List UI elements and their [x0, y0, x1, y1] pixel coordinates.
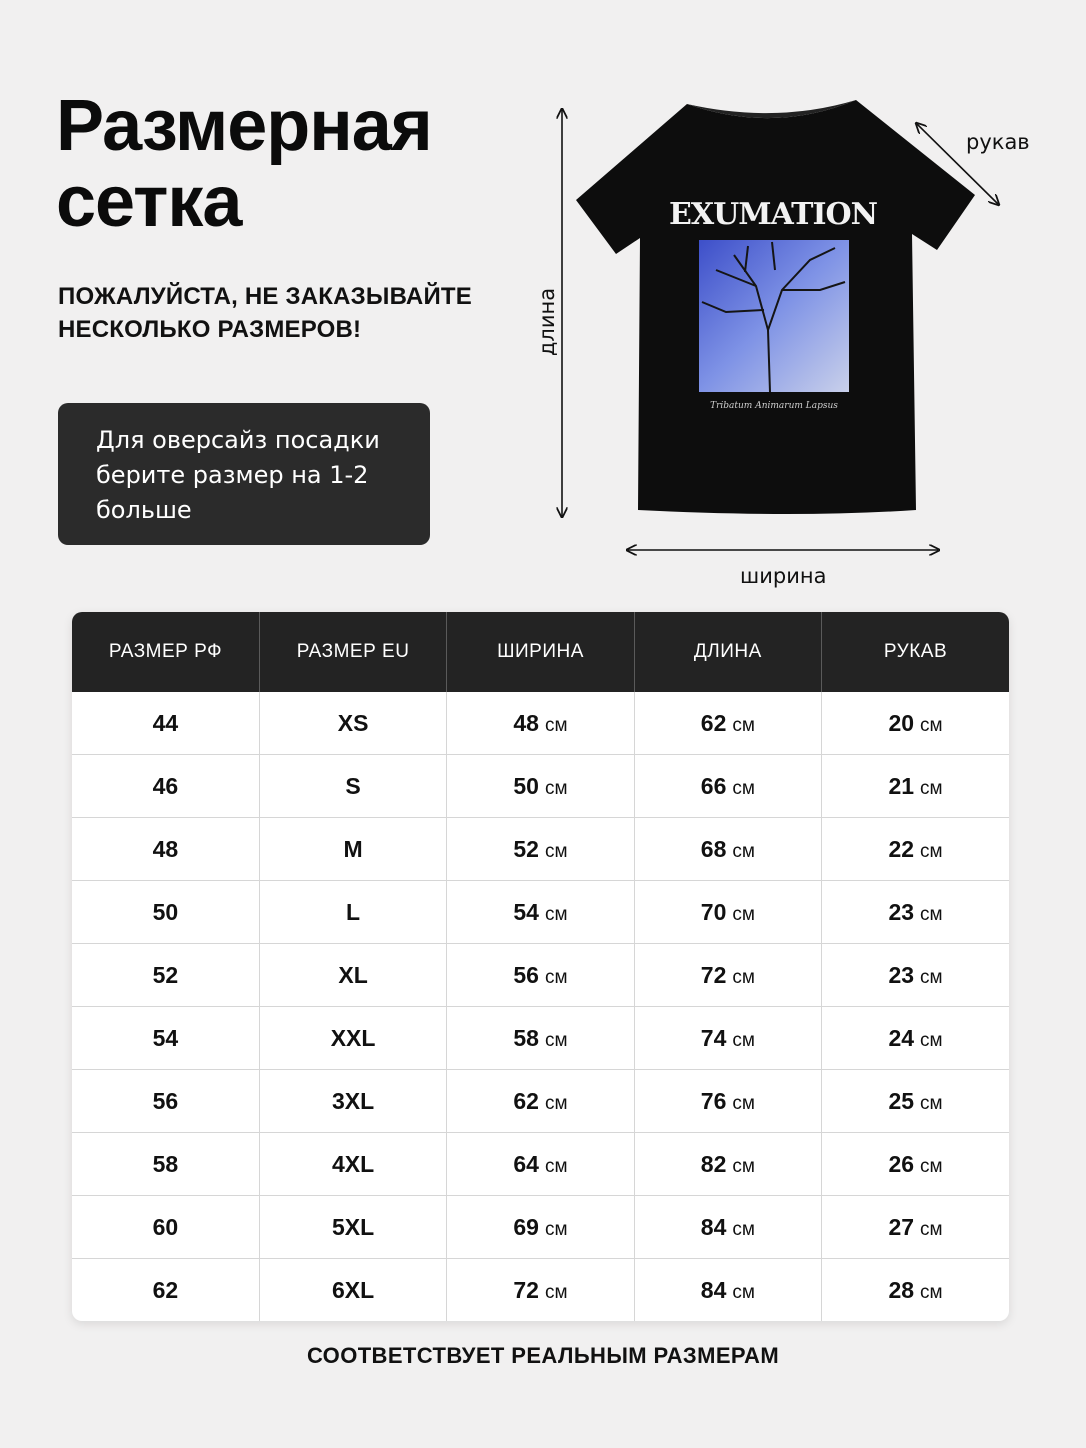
width-label: ширина	[740, 564, 827, 588]
cell-unit: см	[544, 840, 568, 862]
cell-value: 70	[700, 898, 727, 925]
cell-value: 27	[888, 1213, 915, 1240]
table-row	[72, 944, 1009, 1007]
cell-size-ru	[72, 944, 259, 1007]
cell-value: 74	[700, 1024, 727, 1051]
cell-value: 54	[513, 898, 539, 925]
cell-length	[634, 1196, 821, 1259]
cell-size-eu	[259, 818, 446, 881]
cell-value: 22	[888, 835, 915, 862]
cell-value: 5XL	[331, 1213, 375, 1240]
cell-length	[634, 1133, 821, 1196]
cell-size-ru	[72, 692, 259, 755]
cell-unit: см	[732, 1155, 755, 1177]
cell-value: 60	[152, 1213, 179, 1240]
cell-value: XXL	[330, 1024, 376, 1051]
table-row	[72, 1196, 1009, 1259]
cell-width	[447, 692, 634, 755]
cell-value: 48	[513, 709, 539, 736]
tshirt-diagram	[520, 90, 1060, 600]
cell-size-ru	[72, 1070, 259, 1133]
cell-value: 20	[888, 709, 915, 736]
cell-unit: см	[920, 714, 943, 736]
cell-value: 69	[513, 1213, 539, 1240]
cell-value: 72	[700, 961, 727, 988]
cell-unit: см	[732, 966, 755, 988]
cell-unit: см	[544, 714, 568, 736]
cell-width	[447, 1133, 634, 1196]
header-size-eu: РАЗМЕР EU	[259, 612, 446, 692]
header-length: ДЛИНА	[634, 612, 821, 692]
cell-unit: см	[920, 1281, 943, 1303]
cell-unit: см	[920, 1029, 943, 1051]
cell-value: 62	[700, 709, 727, 736]
page-title: Размерная сетка	[56, 86, 432, 242]
cell-unit: см	[920, 840, 943, 862]
cell-length	[634, 1070, 821, 1133]
cell-width	[447, 818, 634, 881]
header-width: ШИРИНА	[447, 612, 634, 692]
print-logo: EXUMATION	[668, 197, 878, 232]
cell-width	[447, 881, 634, 944]
cell-sleeve	[822, 1196, 1009, 1259]
cell-value: 66	[700, 772, 727, 799]
cell-size-ru	[72, 818, 259, 881]
cell-unit: см	[920, 1092, 943, 1114]
cell-value: S	[345, 772, 361, 799]
cell-value: 21	[888, 772, 915, 799]
cell-unit: см	[544, 1281, 568, 1303]
cell-value: 3XL	[331, 1087, 375, 1114]
cell-length	[634, 692, 821, 755]
cell-value: 54	[152, 1024, 179, 1051]
cell-size-ru	[72, 881, 259, 944]
cell-value: XS	[337, 709, 369, 736]
cell-value: 28	[888, 1276, 915, 1303]
cell-value: 58	[152, 1150, 179, 1177]
cell-sleeve	[822, 755, 1009, 818]
cell-value: 24	[888, 1024, 915, 1051]
cell-unit: см	[732, 840, 755, 862]
cell-unit: см	[732, 777, 755, 799]
cell-sleeve	[822, 1133, 1009, 1196]
cell-value: 25	[888, 1087, 915, 1114]
cell-size-ru	[72, 1259, 259, 1322]
cell-sleeve	[822, 944, 1009, 1007]
table-header-row	[72, 612, 1009, 692]
cell-size-ru	[72, 755, 259, 818]
cell-size-eu	[259, 1007, 446, 1070]
cell-value: 56	[152, 1087, 179, 1114]
cell-unit: см	[544, 777, 568, 799]
cell-size-eu	[259, 1259, 446, 1322]
cell-width	[447, 944, 634, 1007]
cell-value: 62	[513, 1087, 539, 1114]
cell-unit: см	[544, 903, 568, 925]
cell-size-ru	[72, 1133, 259, 1196]
cell-value: 44	[152, 709, 179, 736]
cell-value: 64	[513, 1150, 539, 1177]
cell-width	[447, 1007, 634, 1070]
cell-value: 68	[700, 835, 727, 862]
cell-size-eu	[259, 881, 446, 944]
table-row	[72, 692, 1009, 755]
cell-unit: см	[920, 1155, 943, 1177]
cell-unit: см	[920, 903, 943, 925]
cell-unit: см	[544, 1092, 568, 1114]
cell-width	[447, 1259, 634, 1322]
cell-value: 23	[888, 961, 915, 988]
cell-value: 82	[700, 1150, 727, 1177]
length-label: длина	[535, 287, 559, 357]
cell-length	[634, 818, 821, 881]
cell-unit: см	[732, 1218, 755, 1240]
table-row	[72, 818, 1009, 881]
warning-text: ПОЖАЛУЙСТА, НЕ ЗАКАЗЫВАЙТЕ НЕСКОЛЬКО РАЗМЕРОВ!	[58, 283, 472, 343]
cell-unit: см	[920, 1218, 943, 1240]
table-row	[72, 1259, 1009, 1322]
cell-sleeve	[822, 692, 1009, 755]
cell-value: 52	[152, 961, 179, 988]
cell-length	[634, 881, 821, 944]
table-body	[72, 692, 1009, 1321]
cell-value: L	[346, 898, 361, 925]
cell-value: 62	[152, 1276, 179, 1303]
cell-value: 84	[700, 1276, 727, 1303]
cell-unit: см	[920, 966, 943, 988]
table-row	[72, 881, 1009, 944]
cell-size-ru	[72, 1007, 259, 1070]
cell-unit: см	[544, 1155, 568, 1177]
cell-value: 6XL	[331, 1276, 375, 1303]
cell-sleeve	[822, 1259, 1009, 1322]
cell-sleeve	[822, 818, 1009, 881]
cell-value: 26	[888, 1150, 915, 1177]
cell-value: 56	[513, 961, 539, 988]
size-table	[72, 612, 1009, 1321]
cell-length	[634, 944, 821, 1007]
cell-unit: см	[732, 1029, 755, 1051]
cell-value: 48	[152, 835, 179, 862]
cell-unit: см	[732, 1281, 755, 1303]
oversize-note: Для оверсайз посадки берите размер на 1-2 больше	[58, 403, 430, 545]
cell-value: 84	[700, 1213, 727, 1240]
cell-sleeve	[822, 881, 1009, 944]
tshirt-illustration	[520, 90, 1060, 600]
cell-size-eu	[259, 692, 446, 755]
cell-value: 58	[513, 1024, 539, 1051]
table-row	[72, 755, 1009, 818]
cell-unit: см	[544, 966, 568, 988]
cell-unit: см	[544, 1218, 568, 1240]
cell-value: 46	[152, 772, 179, 799]
cell-length	[634, 1007, 821, 1070]
cell-length	[634, 755, 821, 818]
print-caption: Tribatum Animarum Lapsus	[710, 401, 838, 411]
cell-size-eu	[259, 755, 446, 818]
cell-width	[447, 1070, 634, 1133]
cell-size-eu	[259, 1196, 446, 1259]
cell-value: 50	[513, 772, 539, 799]
cell-value: 52	[513, 835, 539, 862]
cell-length	[634, 1259, 821, 1322]
cell-size-eu	[259, 1070, 446, 1133]
cell-size-eu	[259, 1133, 446, 1196]
cell-value: 72	[513, 1276, 539, 1303]
cell-unit: см	[544, 1029, 568, 1051]
table-row	[72, 1007, 1009, 1070]
cell-unit: см	[732, 1092, 755, 1114]
cell-unit: см	[732, 714, 755, 736]
table-row	[72, 1070, 1009, 1133]
cell-value: 4XL	[331, 1150, 375, 1177]
footer-text: СООТВЕТСТВУЕТ РЕАЛЬНЫМ РАЗМЕРАМ	[306, 1343, 780, 1368]
header-size-ru: РАЗМЕР РФ	[72, 612, 259, 692]
cell-value: 76	[700, 1087, 727, 1114]
cell-unit: см	[920, 777, 943, 799]
cell-width	[447, 1196, 634, 1259]
cell-value: M	[343, 835, 363, 862]
cell-sleeve	[822, 1007, 1009, 1070]
cell-value: 23	[888, 898, 915, 925]
cell-value: XL	[338, 961, 368, 988]
sleeve-label: рукав	[966, 130, 1030, 154]
table-row	[72, 1133, 1009, 1196]
cell-unit: см	[732, 903, 755, 925]
cell-sleeve	[822, 1070, 1009, 1133]
cell-value: 50	[152, 898, 179, 925]
cell-size-ru	[72, 1196, 259, 1259]
header-sleeve: РУКАВ	[822, 612, 1009, 692]
cell-width	[447, 755, 634, 818]
cell-size-eu	[259, 944, 446, 1007]
